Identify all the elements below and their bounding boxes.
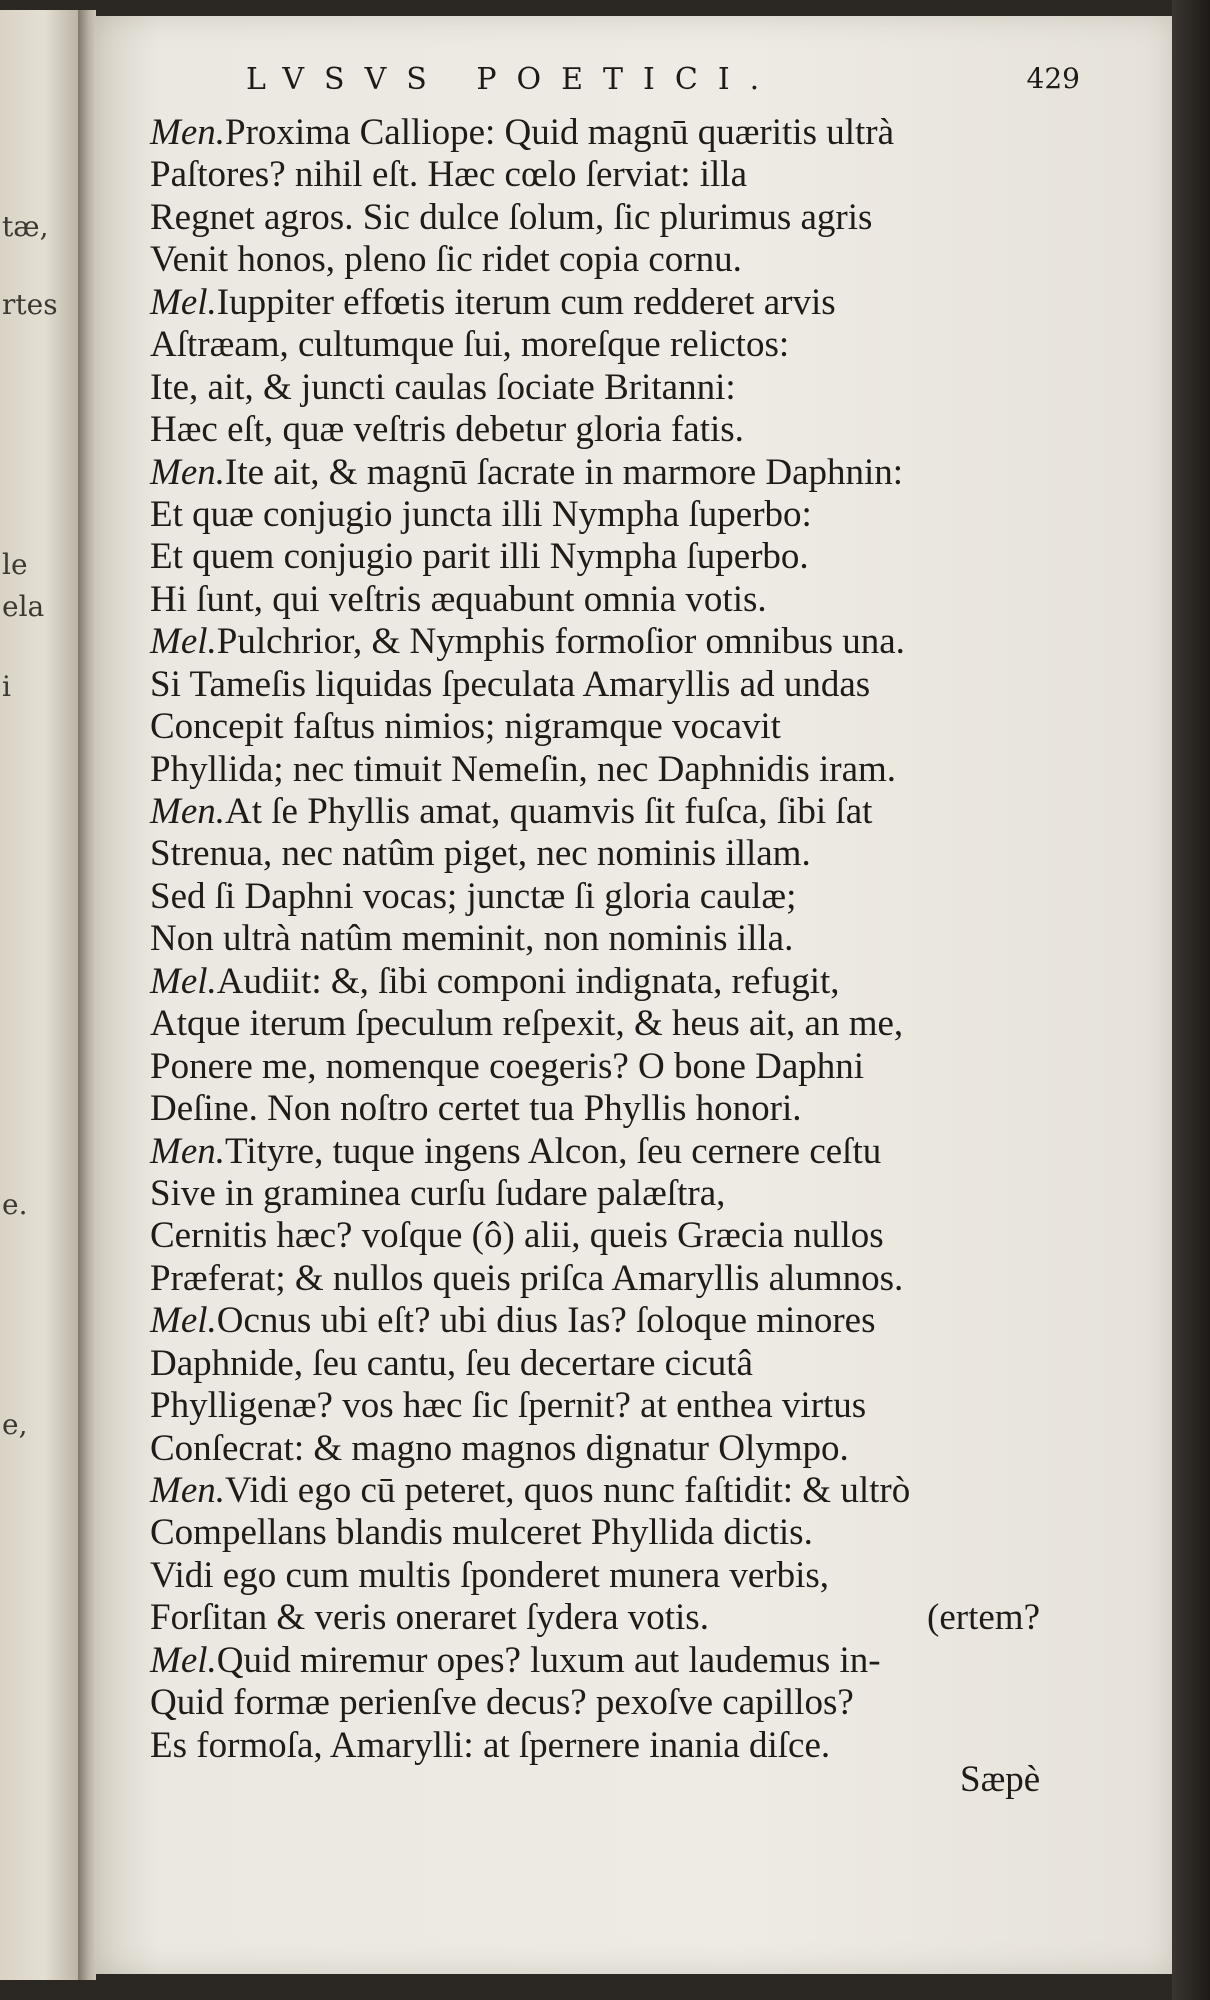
verse-text: Phylligenæ? vos hæc ſic ſpernit? at enthea virtus: [150, 1385, 867, 1427]
verse-line: [150, 706, 1080, 748]
facing-text-fragment: rtes: [2, 288, 58, 321]
verse-text: Venit honos, pleno ſic ridet copia cornu.: [150, 239, 742, 281]
verse-text: Iuppiter effœtis iterum cum redderet arvis: [216, 281, 836, 323]
verse-text: Atque iterum ſpeculum reſpexit, & heus ait, an me,: [150, 1003, 904, 1045]
verse-text: Vidi ego cum multis ſponderet munera verbis,: [150, 1554, 830, 1596]
speaker-label: Mel.: [150, 621, 217, 663]
verse-text: Non ultrà natûm meminit, non nominis illa.: [150, 918, 794, 960]
verse-line: [150, 876, 1080, 918]
verse-line: [150, 154, 1080, 196]
verse-line: [150, 1385, 1080, 1427]
verse-line: [150, 1555, 1080, 1597]
verse-text: Pulchrior, & Nymphis formoſior omnibus una.: [216, 621, 905, 663]
facing-text-fragment: i: [2, 670, 11, 703]
verse-text: Es formoſa, Amarylli: at ſpernere inania diſce.: [150, 1724, 831, 1766]
page-header: [150, 62, 1080, 110]
verse-text: Aſtræam, cultumque ſui, moreſque relictos:: [150, 324, 790, 366]
verse-line: [150, 282, 1080, 324]
verse-line: [150, 1046, 1080, 1088]
facing-text-fragment: e.: [2, 1188, 28, 1221]
verse-text: Et quem conjugio parit illi Nympha ſuperbo.: [150, 536, 809, 578]
facing-text-fragment: ela: [2, 590, 45, 623]
speaker-label: Mel.: [150, 1639, 217, 1681]
verse-line: [150, 961, 1080, 1003]
facing-text-fragment: tæ,: [2, 210, 49, 243]
verse-line: [150, 664, 1080, 706]
verse-text: Sed ſi Daphni vocas; junctæ ſi gloria caulæ;: [150, 875, 797, 917]
verse-text: Regnet agros. Sic dulce ſolum, ſic plurimus agris: [150, 196, 873, 238]
verse-line: [150, 1512, 1080, 1554]
verse-line: [150, 1173, 1080, 1215]
verse-text: Cernitis hæc? voſque (ô) alii, queis Græcia nullos: [150, 1215, 884, 1257]
verse-line: [150, 1131, 1080, 1173]
facing-page-edge: [0, 10, 80, 1980]
verse-line: [150, 749, 1080, 791]
verse-line: [150, 1088, 1080, 1130]
speaker-label: Men.: [150, 451, 225, 493]
verse-text: Hi ſunt, qui veſtris æquabunt omnia votis.: [150, 578, 767, 620]
verse-text: Concepit faſtus nimios; nigramque vocavit: [150, 706, 781, 748]
verse-text: Conſecrat: & magno magnos dignatur Olympo.: [150, 1427, 849, 1469]
verse-line: [150, 494, 1080, 536]
verse-text: Quid formæ perienſve decus? pexoſve capillos?: [150, 1682, 854, 1724]
verse-line: [150, 1003, 1080, 1045]
verse-line: [150, 1215, 1080, 1257]
verse-line: [150, 239, 1080, 281]
verse-line: [150, 409, 1080, 451]
verse-text: At ſe Phyllis amat, quamvis ſit fuſca, ſibi ſat: [225, 791, 873, 832]
facing-text-fragment: e,: [2, 1408, 28, 1441]
verse-block: [150, 112, 1080, 1767]
verse-text: Forſitan & veris oneraret ſydera votis.: [150, 1597, 709, 1639]
verse-line: [150, 1725, 1080, 1767]
verse-line: [150, 1597, 1080, 1639]
verse-line: [150, 1470, 1080, 1512]
catchword: Sæpè: [960, 1759, 1041, 1800]
verse-text: Tityre, tuque ingens Alcon, ſeu cernere ceſtu: [225, 1130, 882, 1172]
verse-line: [150, 1428, 1080, 1470]
verse-text: Quid miremur opes? luxum aut laudemus in-: [216, 1639, 881, 1681]
verse-text: Paſtores? nihil eſt. Hæc cœlo ſerviat: illa: [150, 154, 747, 196]
verse-line: [150, 833, 1080, 875]
verse-line: [150, 791, 1080, 833]
running-head: LVSVS POETICI.: [246, 62, 780, 97]
verse-line: [150, 367, 1080, 409]
verse-text: Strenua, nec natûm piget, nec nominis illam.: [150, 833, 811, 875]
speaker-label: Men.: [150, 112, 225, 153]
verse-text: Ite, ait, & juncti caulas ſociate Britanni:: [150, 366, 736, 408]
verse-line: [150, 536, 1080, 578]
verse-text: Ponere me, nomenque coegeris? O bone Daphni: [150, 1045, 865, 1087]
speaker-label: Men.: [150, 1470, 225, 1511]
verse-line: [150, 579, 1080, 621]
facing-text-fragment: le: [2, 548, 28, 581]
page-number: 429: [1026, 62, 1080, 95]
verse-line: [150, 1640, 1080, 1682]
verse-line: [150, 1258, 1080, 1300]
verse-text: Hæc eſt, quæ veſtris debetur gloria fatis.: [150, 409, 744, 451]
verse-line: [150, 324, 1080, 366]
verse-text: Compellans blandis mulceret Phyllida dictis.: [150, 1512, 813, 1554]
verse-line: [150, 452, 1080, 494]
verse-line: [150, 1682, 1080, 1724]
verse-text: Si Tameſis liquidas ſpeculata Amaryllis ad undas: [150, 663, 871, 705]
verse-text: Phyllida; nec timuit Nemeſin, nec Daphnidis iram.: [150, 748, 897, 790]
speaker-label: Mel.: [150, 960, 217, 1002]
verse-text: Deſine. Non noſtro certet tua Phyllis honori.: [150, 1088, 802, 1130]
speaker-label: Men.: [150, 791, 225, 832]
verse-line: [150, 918, 1080, 960]
verse-line: [150, 1300, 1080, 1342]
verse-line: [150, 621, 1080, 663]
verse-text: Vidi ego cū peteret, quos nunc faſtidit: & ultrò: [225, 1470, 911, 1511]
speaker-label: Men.: [150, 1130, 225, 1172]
book-cover-edge: [1172, 0, 1210, 2000]
verse-text: Sive in graminea curſu ſudare palæſtra,: [150, 1172, 726, 1214]
verse-text: Et quæ conjugio juncta illi Nympha ſuperbo:: [150, 493, 812, 535]
verse-text: Audiit: &, ſibi componi indignata, refugit,: [216, 960, 840, 1002]
verse-text: Proxima Calliope: Quid magnū quæritis ultrà: [225, 112, 895, 153]
verse-text: Ocnus ubi eſt? ubi dius Ias? ſoloque minores: [216, 1300, 876, 1342]
turned-line-note: (ertem?: [927, 1597, 1040, 1639]
speaker-label: Mel.: [150, 281, 217, 323]
verse-line: [150, 197, 1080, 239]
verse-text: Præferat; & nullos queis priſca Amaryllis alumnos.: [150, 1257, 904, 1299]
verse-line: [150, 112, 1080, 154]
verse-text: Daphnide, ſeu cantu, ſeu decertare cicutâ: [150, 1342, 753, 1384]
speaker-label: Mel.: [150, 1300, 217, 1342]
verse-text: Ite ait, & magnū ſacrate in marmore Daphnin:: [225, 451, 904, 493]
verse-line: [150, 1343, 1080, 1385]
